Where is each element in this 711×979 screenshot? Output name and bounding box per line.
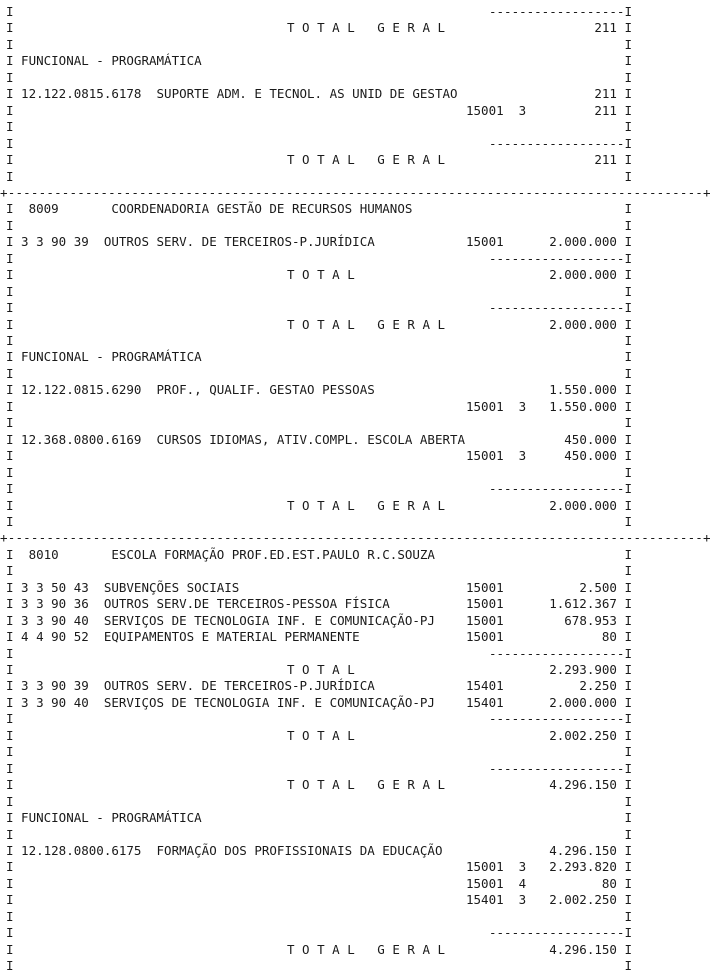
fonte-code: 15401	[466, 678, 504, 694]
line-right-value: ------------------I	[489, 4, 632, 19]
line-right-value: 1.550.000 I	[549, 382, 632, 398]
line-right-value: I	[624, 793, 632, 809]
line-left-text: I	[6, 892, 14, 908]
line-right-value: 80 I	[601, 875, 632, 891]
line-left-text: I	[6, 250, 14, 266]
line-right-value: I	[624, 349, 632, 365]
line-left-text: I	[6, 448, 14, 464]
line-left-text: I 8009 COORDENADORIA GESTÃO DE RECURSOS HUMANOS	[6, 201, 413, 217]
line-right-value: 80 I	[601, 629, 632, 645]
fonte-code: 15001 4	[466, 875, 527, 891]
line-right-value: I	[624, 119, 632, 135]
line-left-text: I	[6, 481, 14, 497]
line-right-value: 4.296.150 I	[549, 941, 632, 957]
fonte-code: 15001 3	[466, 859, 527, 875]
line-right-value: 2.000.000 I	[549, 316, 632, 332]
line-right-value: 2.293.820 I	[549, 859, 632, 875]
line-left-text: I	[6, 662, 14, 677]
line-right-value: I	[624, 415, 632, 431]
line-right-value: I	[624, 513, 632, 529]
line-right-value: 678.953 I	[564, 612, 632, 628]
total-label: T O T A L	[287, 267, 355, 283]
fonte-code: 15001 3	[466, 448, 527, 464]
line-left-text: I FUNCIONAL - PROGRAMÁTICA	[6, 810, 202, 826]
fonte-code: 15001 3	[466, 398, 527, 414]
line-right-value: ------------------I	[489, 925, 632, 941]
line-left-text: I	[6, 513, 14, 529]
line-left-text: I 12.122.0815.6290 PROF., QUALIF. GESTAO PESSOAS	[6, 382, 375, 398]
total-label: T O T A L G E R A L	[287, 316, 446, 332]
line-right-value: I	[624, 958, 632, 974]
line-left-text: I	[6, 398, 14, 414]
line-right-value: I	[624, 201, 632, 217]
line-left-text: I	[6, 744, 14, 760]
line-left-text: I	[6, 36, 14, 52]
line-right-value: 2.002.250 I	[549, 727, 632, 743]
line-right-value: ------------------I	[489, 481, 632, 497]
line-right-value: I	[624, 365, 632, 381]
line-right-value: 2.293.900 I	[549, 662, 632, 677]
line-right-value: I	[624, 908, 632, 924]
line-right-value: ------------------I	[489, 645, 632, 661]
total-label: T O T A L G E R A L	[287, 497, 446, 513]
line-right-value: 2.500 I	[579, 579, 632, 595]
line-right-value: 2.000.000 I	[549, 497, 632, 513]
line-right-value: 2.250 I	[579, 678, 632, 694]
line-right-value: 211 I	[594, 152, 632, 168]
line-left-text: I	[6, 102, 14, 118]
line-right-value: I	[624, 744, 632, 760]
line-left-text: I	[6, 4, 14, 19]
fonte-code: 15001	[466, 612, 504, 628]
line-left-text: I	[6, 300, 14, 316]
line-right-value: ------------------I	[489, 135, 632, 151]
total-label: T O T A L G E R A L	[287, 941, 446, 957]
line-left-text: I	[6, 941, 14, 957]
line-left-text: I	[6, 267, 14, 283]
total-label: T O T A L G E R A L	[287, 152, 446, 168]
line-left-text: I	[6, 119, 14, 135]
fonte-code: 15001	[466, 579, 504, 595]
line-left-text: I	[6, 727, 14, 743]
line-right-value: 2.000.000 I	[549, 234, 632, 250]
separator-line: +------------------------------------------------------------------------------------------+	[0, 530, 711, 546]
line-left-text: I 8010 ESCOLA FORMAÇÃO PROF.ED.EST.PAULO R.C.SOUZA	[6, 546, 435, 562]
line-right-value: 1.550.000 I	[549, 398, 632, 414]
line-right-value: I	[624, 36, 632, 52]
line-right-value: I	[624, 283, 632, 299]
total-label: T O T A L	[287, 662, 355, 677]
line-right-value: I	[624, 546, 632, 562]
line-right-value: 450.000 I	[564, 431, 632, 447]
line-right-value: 211 I	[594, 102, 632, 118]
line-left-text: I	[6, 777, 14, 793]
line-right-value: I	[624, 826, 632, 842]
line-left-text: I	[6, 826, 14, 842]
total-label: T O T A L G E R A L	[287, 20, 446, 36]
line-right-value: 2.002.250 I	[549, 892, 632, 908]
line-right-value: I	[624, 563, 632, 579]
total-label: T O T A L G E R A L	[287, 777, 446, 793]
line-left-text: I 3 3 50 43 SUBVENÇÕES SOCIAIS	[6, 579, 240, 595]
line-left-text: I	[6, 711, 14, 727]
line-left-text: I	[6, 464, 14, 480]
line-left-text: I	[6, 333, 14, 348]
line-right-value: 211 I	[594, 20, 632, 36]
fonte-code: 15001 3	[466, 102, 527, 118]
line-right-value: 211 I	[594, 86, 632, 102]
line-left-text: I 3 3 90 40 SERVIÇOS DE TECNOLOGIA INF. E COMUNICAÇÃO-PJ	[6, 612, 435, 628]
line-left-text: I 3 3 90 39 OUTROS SERV. DE TERCEIROS-P.JURÍDICA	[6, 678, 375, 694]
line-right-value: ------------------I	[489, 760, 632, 776]
separator-line: +------------------------------------------------------------------------------------------+	[0, 184, 711, 200]
fonte-code: 15401	[466, 694, 504, 710]
total-label: T O T A L	[287, 727, 355, 743]
line-right-value: 4.296.150 I	[549, 842, 632, 858]
line-right-value: ------------------I	[489, 300, 632, 316]
line-right-value: ------------------I	[489, 711, 632, 727]
line-right-value: 2.000.000 I	[549, 267, 632, 283]
line-left-text: I 3 3 90 39 OUTROS SERV. DE TERCEIROS-P.JURÍDICA	[6, 234, 375, 250]
line-left-text: I	[6, 168, 14, 184]
line-left-text: I 12.368.0800.6169 CURSOS IDIOMAS, ATIV.COMPL. ESCOLA ABERTA	[6, 431, 466, 447]
line-right-value: I	[624, 168, 632, 184]
line-right-value: 450.000 I	[564, 448, 632, 464]
line-right-value: ------------------I	[489, 250, 632, 266]
line-left-text: I 4 4 90 52 EQUIPAMENTOS E MATERIAL PERMANENTE	[6, 629, 360, 645]
line-right-value: 1.612.367 I	[549, 596, 632, 612]
line-left-text: I	[6, 283, 14, 299]
line-left-text: I	[6, 563, 14, 579]
line-right-value: I	[624, 53, 632, 69]
line-left-text: I 12.122.0815.6178 SUPORTE ADM. E TECNOL. AS UNID DE GESTAO	[6, 86, 458, 102]
line-right-value: I	[624, 464, 632, 480]
line-left-text: I	[6, 415, 14, 431]
line-left-text: I	[6, 760, 14, 776]
line-left-text: I	[6, 859, 14, 875]
fonte-code: 15001	[466, 234, 504, 250]
line-left-text: I 3 3 90 36 OUTROS SERV.DE TERCEIROS-PESSOA FÍSICA	[6, 596, 390, 612]
line-left-text: I	[6, 135, 14, 151]
line-right-value: I	[624, 333, 632, 348]
line-left-text: I	[6, 152, 14, 168]
line-left-text: I FUNCIONAL - PROGRAMÁTICA	[6, 53, 202, 69]
line-right-value: I	[624, 69, 632, 85]
line-left-text: I	[6, 20, 14, 36]
fonte-code: 15001	[466, 629, 504, 645]
line-left-text: I	[6, 217, 14, 233]
line-left-text: I	[6, 497, 14, 513]
line-left-text: I	[6, 316, 14, 332]
line-left-text: I 12.128.0800.6175 FORMAÇÃO DOS PROFISSIONAIS DA EDUCAÇÃO	[6, 842, 443, 858]
line-left-text: I	[6, 645, 14, 661]
line-left-text: I	[6, 365, 14, 381]
line-right-value: I	[624, 217, 632, 233]
line-left-text: I 3 3 90 40 SERVIÇOS DE TECNOLOGIA INF. E COMUNICAÇÃO-PJ	[6, 694, 435, 710]
line-left-text: I	[6, 875, 14, 891]
line-left-text: I	[6, 793, 14, 809]
fonte-code: 15001	[466, 596, 504, 612]
fonte-code: 15401 3	[466, 892, 527, 908]
line-right-value: 2.000.000 I	[549, 694, 632, 710]
line-left-text: I FUNCIONAL - PROGRAMÁTICA	[6, 349, 202, 365]
line-left-text: I	[6, 958, 14, 974]
line-right-value: 4.296.150 I	[549, 777, 632, 793]
line-left-text: I	[6, 925, 14, 941]
line-right-value: I	[624, 810, 632, 826]
line-left-text: I	[6, 908, 14, 924]
line-left-text: I	[6, 69, 14, 85]
